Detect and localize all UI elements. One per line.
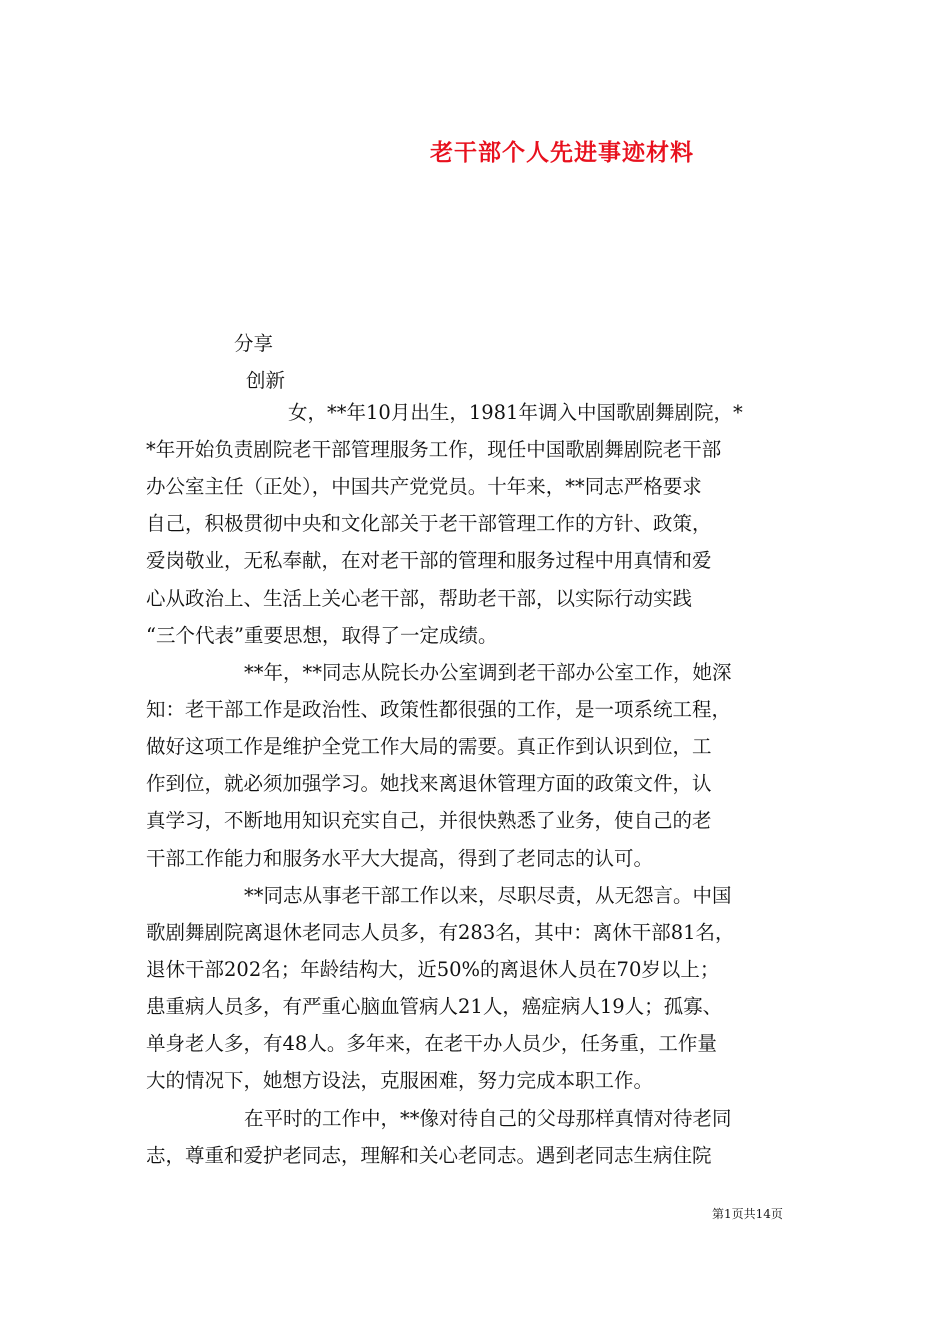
text-line: **年，**同志从院长办公室调到老干部办公室工作，她深 (244, 661, 732, 684)
text-line: 歌剧舞剧院离退休老同志人员多，有283名，其中：离休干部81名， (146, 921, 735, 944)
text-line: 单身老人多，有48人。多年来，在老干办人员少，任务重，工作量 (146, 1032, 717, 1055)
text-line: 真学习，不断地用知识充实自己，并很快熟悉了业务，使自己的老 (146, 809, 712, 832)
text-line: 自己，积极贯彻中央和文化部关于老干部管理工作的方针、政策， (146, 512, 712, 535)
text-line: 办公室主任（正处），中国共产党党员。十年来，**同志严格要求 (146, 475, 702, 498)
page-number: 第1页共14页 (712, 1207, 783, 1221)
text-line: 做好这项工作是维护全党工作大局的需要。真正作到认识到位，工 (146, 735, 712, 758)
document-title: 老干部个人先进事迹材料 (430, 139, 694, 166)
text-line: **同志从事老干部工作以来，尽职尽责，从无怨言。中国 (244, 884, 732, 907)
text-line: 知：老干部工作是政治性、政策性都很强的工作，是一项系统工程， (146, 698, 732, 721)
text-line: 心从政治上、生活上关心老干部，帮助老干部，以实际行动实践 (146, 587, 693, 610)
tag-innovate: 创新 (246, 369, 286, 392)
text-line: *年开始负责剧院老干部管理服务工作，现任中国歌剧舞剧院老干部 (146, 438, 722, 461)
text-line: 女，**年10月出生，1981年调入中国歌剧舞剧院，* (288, 401, 743, 424)
text-line: 爱岗敬业，无私奉献，在对老干部的管理和服务过程中用真情和爱 (146, 549, 712, 572)
text-line: 志，尊重和爱护老同志，理解和关心老同志。遇到老同志生病住院 (146, 1144, 712, 1167)
text-line: 患重病人员多，有严重心脑血管病人21人，癌症病人19人；孤寡、 (146, 995, 723, 1018)
text-line: 大的情况下，她想方设法，克服困难，努力完成本职工作。 (146, 1069, 654, 1092)
text-line: “三个代表”重要思想，取得了一定成绩。 (146, 624, 498, 647)
text-line: 作到位，就必须加强学习。她找来离退休管理方面的政策文件，认 (146, 772, 712, 795)
tag-share: 分享 (234, 332, 274, 355)
text-line: 在平时的工作中，**像对待自己的父母那样真情对待老同 (244, 1107, 732, 1130)
text-line: 退休干部202名；年龄结构大，近50%的离退休人员在70岁以上； (146, 958, 720, 981)
text-line: 干部工作能力和服务水平大大提高，得到了老同志的认可。 (146, 847, 654, 870)
